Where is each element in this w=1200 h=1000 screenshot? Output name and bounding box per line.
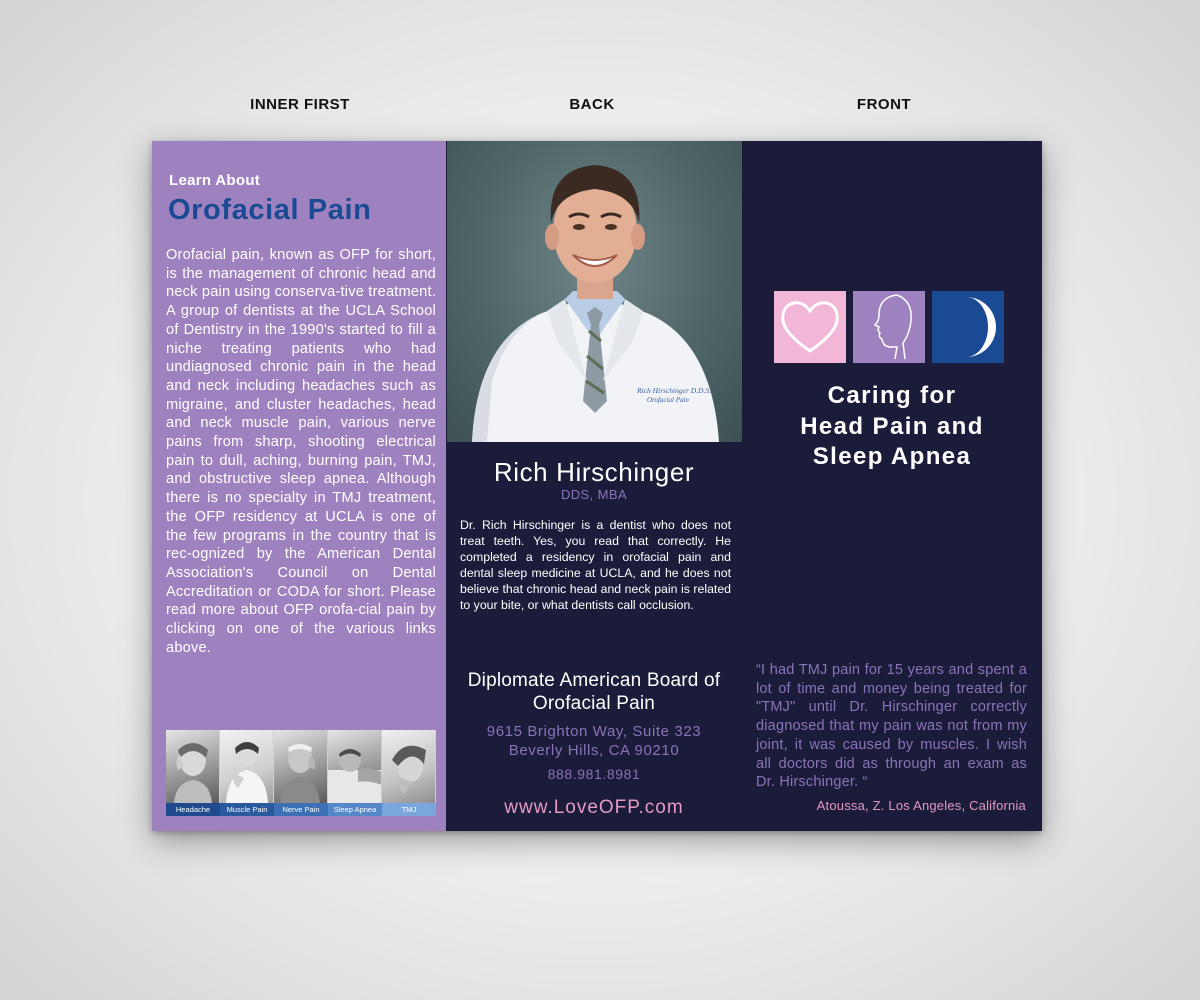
diplomate-line-1: Diplomate American Board of — [467, 670, 721, 691]
strip-label: Nerve Pain — [274, 803, 328, 816]
label-back: BACK — [569, 96, 615, 113]
muscle-pain-photo — [220, 730, 274, 803]
website-link[interactable]: www.LoveOFP.com — [504, 797, 684, 818]
testimonial-author: Atoussa, Z. Los Angeles, California — [816, 798, 1026, 813]
front-title — [742, 381, 1042, 473]
strip-item-tmj[interactable] — [382, 730, 436, 816]
strip-label: Headache — [166, 803, 220, 816]
trifold-brochure — [152, 141, 1042, 831]
headache-photo — [166, 730, 220, 803]
crescent-moon-icon — [932, 291, 1004, 363]
strip-item-sleep-apnea[interactable] — [328, 730, 382, 816]
back-panel — [446, 141, 742, 831]
heart-icon — [774, 291, 846, 363]
address-line-2: Beverly Hills, CA 90210 — [508, 742, 680, 759]
diplomate-line-2: Orofacial Pain — [532, 693, 656, 714]
diplomate-heading — [446, 669, 742, 715]
phone-number[interactable]: 888.981.8981 — [547, 766, 641, 782]
logo-tiles — [774, 291, 1006, 363]
strip-item-headache[interactable] — [166, 730, 220, 816]
strip-item-nerve-pain[interactable] — [274, 730, 328, 816]
address-line-1: 9615 Brighton Way, Suite 323 — [486, 723, 702, 740]
doctor-bio: Dr. Rich Hirschinger is a dentist who does not treat teeth. Yes, you read that correctly. He completed a residency in orofacial pain and dental sleep medicine at UCLA, and he does not believe that chronic head and neck pain is related to your bite, or what dentists call occlusion. — [460, 518, 731, 612]
inner-title: Orofacial Pain — [168, 194, 372, 226]
front-panel — [742, 141, 1042, 831]
label-inner-first: INNER FIRST — [250, 96, 350, 113]
face-profile-icon — [853, 291, 925, 363]
front-title-line-1: Caring for — [827, 382, 957, 409]
tmj-photo — [382, 730, 436, 803]
testimonial-quote: “I had TMJ pain for 15 years and spent a lot of time and money being treated for "TMJ" until Dr. Hirschinger correctly diagnosed that my pain was not from my joint, it was caused by muscles. I wish all doctors did as through an exam as Dr. Hirschinger. “ — [756, 662, 1027, 791]
label-front: FRONT — [856, 96, 912, 113]
front-title-line-3: Sleep Apnea — [812, 443, 972, 470]
front-title-line-2: Head Pain and — [800, 412, 984, 440]
coat-embroidery-specialty: Orofacial Pain — [647, 396, 689, 404]
nerve-pain-photo — [274, 730, 328, 803]
condition-photo-strip — [166, 730, 436, 816]
coat-embroidery-name: Rich Hirschinger D.D.S. — [637, 386, 711, 395]
inner-kicker: Learn About — [169, 172, 261, 189]
inner-body-text: Orofacial pain, known as OFP for short, is the management of chronic head and neck pain using conserva-tive treatment. A group of dentists at the UCLA School of Dentistry in the 1990's started to fill a niche treating patients who had undiagnosed chronic pain in the head and neck including headaches such as migraine, and cluster headaches, head and neck muscle pain, various nerve pains from sharp, shooting electrical pain to dull, aching, burning pain, TMJ, and obstructive sleep apnea. Although there is no specialty in TMJ treatment, the OFP residency at UCLA is one of the few programs in the country that is rec-ognized by the American Dental Association's Council on Dental Accreditation or CODA for short. Please read more about OFP orofa-cial pain by clicking on one of the various links above. — [166, 247, 437, 656]
strip-label: Sleep Apnea — [328, 803, 382, 816]
sleep-apnea-photo — [328, 730, 382, 803]
strip-item-muscle-pain[interactable] — [220, 730, 274, 816]
strip-label: TMJ — [382, 803, 436, 816]
doctor-credentials: DDS, MBA — [560, 487, 628, 502]
doctor-portrait — [447, 141, 742, 442]
strip-label: Muscle Pain — [220, 803, 274, 816]
doctor-name: Rich Hirschinger — [493, 457, 695, 487]
inner-first-panel — [152, 141, 446, 831]
